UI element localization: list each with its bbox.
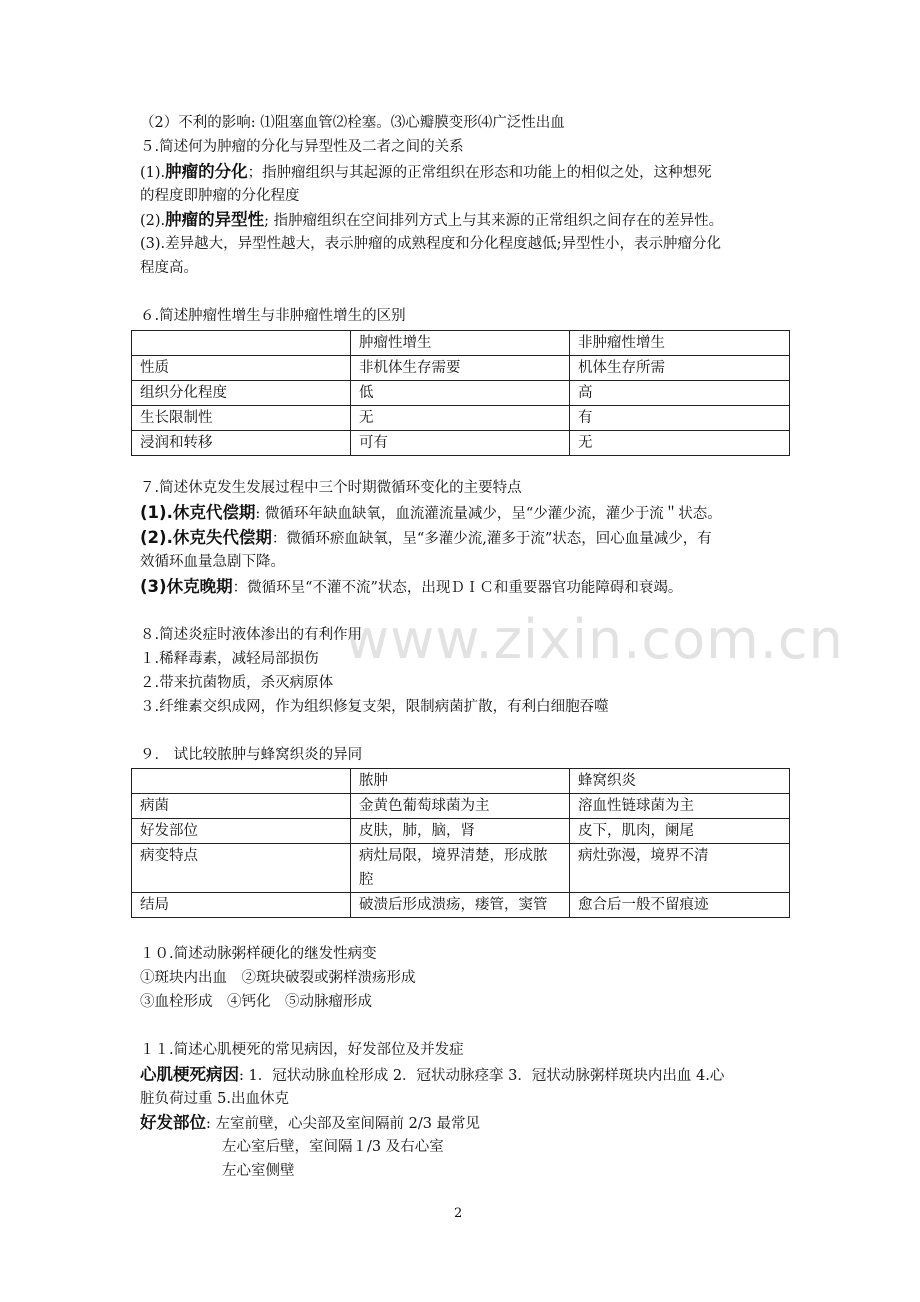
q7-a1-text: : 微循环年缺血缺氧，血流灌流量减少，呈“少灌少流，灌少于流＂状态。 xyxy=(255,506,722,522)
table-cell: 好发部位 xyxy=(132,819,351,844)
q5-a1-term: 肿瘤的分化 xyxy=(165,162,248,181)
table-header-cell xyxy=(132,331,351,356)
q5-a2-term: 肿瘤的异型性 xyxy=(165,210,265,229)
table-header-row xyxy=(132,331,790,356)
q7-a2-text: ：微循环瘀血缺氧，呈“多灌少流,灌多于流”状态，回心血量减少，有 xyxy=(271,531,712,547)
q11-cause-cont: 脏负荷过重 5.出血休克 xyxy=(140,1091,289,1107)
table-cell: 病菌 xyxy=(132,794,351,819)
q11-cause-text: : 1．冠状动脉血栓形成 2．冠状动脉痉挛 3．冠状动脉粥样斑块内出血 4.心 xyxy=(239,1068,725,1084)
table-row xyxy=(132,406,790,431)
q8-answer-2: ２.带来抗菌物质，杀灭病原体 xyxy=(140,675,334,691)
table-cell: 溶血性链球菌为主 xyxy=(570,794,790,819)
table-cell: 金黄色葡萄球菌为主 xyxy=(351,794,570,819)
table-cell: 愈合后一般不留痕迹 xyxy=(570,893,790,918)
watermark: www.zixin.com.cn xyxy=(345,608,844,671)
table-cell: 皮下，肌肉，阑尾 xyxy=(570,819,790,844)
table-cell: 高 xyxy=(570,381,790,406)
q7-answer-2 xyxy=(140,528,712,549)
q7-title: ７.简述休克发生发展过程中三个时期微循环变化的主要特点 xyxy=(140,480,522,496)
q7-answer-2-cont: 效循环血量急剧下降。 xyxy=(140,554,285,570)
table-cell: 组织分化程度 xyxy=(132,381,351,406)
table-row xyxy=(132,844,790,893)
q11-site-2: 左心室后壁，室间隔１/3 及右心室 xyxy=(222,1139,444,1155)
q7-a3-term: (3)休克晚期 xyxy=(140,577,233,596)
table-cell: 破溃后形成溃疡，瘘管，窦管 xyxy=(351,893,570,918)
q11-site-term: 好发部位 xyxy=(140,1113,206,1132)
q7-a1-term: (1).休克代偿期 xyxy=(140,503,256,522)
table-row xyxy=(132,819,790,844)
q10-title: １０.简述动脉粥样硬化的继发性病变 xyxy=(140,946,377,962)
table-cell: 病灶局限，境界清楚，形成脓腔 xyxy=(351,844,570,893)
q6-title: ６.简述肿瘤性增生与非肿瘤性增生的区别 xyxy=(140,308,406,324)
table-cell: 病变特点 xyxy=(132,844,351,893)
table-cell: 浸润和转移 xyxy=(132,431,351,456)
table-cell: 有 xyxy=(570,406,790,431)
table-header-cell: 非肿瘤性增生 xyxy=(570,331,790,356)
q8-title: ８.简述炎症时液体渗出的有利作用 xyxy=(140,627,363,643)
table-cell: 无 xyxy=(570,431,790,456)
q5-answer-1-cont: 的程度即肿瘤的分化程度 xyxy=(140,188,300,204)
table-cell: 可有 xyxy=(351,431,570,456)
table-row xyxy=(132,893,790,918)
q10-answer-1: ①斑块内出血 ②斑块破裂或粥样溃疡形成 xyxy=(140,970,416,986)
table-abscess-cellulitis xyxy=(131,768,790,918)
table-row xyxy=(132,381,790,406)
q11-title: １１.简述心肌梗死的常见病因，好发部位及并发症 xyxy=(140,1042,464,1058)
q11-cause xyxy=(140,1065,724,1086)
q10-answer-2: ③血栓形成 ④钙化 ⑤动脉瘤形成 xyxy=(140,994,372,1010)
table-cell: 结局 xyxy=(132,893,351,918)
q9-title: ９． 试比较脓肿与蜂窝织炎的异同 xyxy=(140,747,363,763)
table-row xyxy=(132,356,790,381)
q8-answer-1: １.稀释毒素，减轻局部损伤 xyxy=(140,651,319,667)
page-number: 2 xyxy=(454,1206,463,1221)
q5-a2-label: (2). xyxy=(140,213,166,229)
table-cell: 性质 xyxy=(132,356,351,381)
table-header-cell: 肿瘤性增生 xyxy=(351,331,570,356)
adverse-effects-line: （2）不利的影响: ⑴阻塞血管⑵栓塞。⑶心瓣膜变形⑷广泛性出血 xyxy=(140,115,565,131)
table-header-cell: 蜂窝织炎 xyxy=(570,769,790,794)
table-cell: 非机体生存需要 xyxy=(351,356,570,381)
table-tumor-hyperplasia xyxy=(131,330,790,456)
q7-a2-term: (2).休克失代偿期 xyxy=(140,528,272,547)
q5-a2-text: ; 指肿瘤组织在空间排列方式上与其来源的正常组织之间存在的差异性。 xyxy=(264,213,724,229)
q5-a1-text: ；指肿瘤组织与其起源的正常组织在形态和功能上的相似之处，这种想死 xyxy=(247,165,712,181)
q7-answer-3 xyxy=(140,577,682,598)
table-cell: 机体生存所需 xyxy=(570,356,790,381)
table-cell: 皮肤，肺，脑，肾 xyxy=(351,819,570,844)
table-header-cell xyxy=(132,769,351,794)
table-header-cell: 脓肿 xyxy=(351,769,570,794)
q8-answer-3: ３.纤维素交织成网，作为组织修复支架，限制病菌扩散，有利白细胞吞噬 xyxy=(140,699,609,715)
q11-site-3: 左心室侧壁 xyxy=(222,1163,295,1179)
q11-site-text: : 左室前壁，心尖部及室间隔前 2/3 最常见 xyxy=(206,1116,481,1132)
table-header-row xyxy=(132,769,790,794)
table-cell: 无 xyxy=(351,406,570,431)
table-cell: 生长限制性 xyxy=(132,406,351,431)
q5-answer-2 xyxy=(140,210,723,231)
q11-cause-term: 心肌梗死病因 xyxy=(140,1065,239,1084)
table-cell: 低 xyxy=(351,381,570,406)
q5-answer-3-cont: 程度高。 xyxy=(140,260,198,276)
q7-answer-1 xyxy=(140,503,722,524)
q5-title: ５.简述何为肿瘤的分化与异型性及二者之间的关系 xyxy=(140,139,464,155)
table-cell: 病灶弥漫，境界不清 xyxy=(570,844,790,893)
q5-answer-3: (3).差异越大，异型性越大，表示肿瘤的成熟程度和分化程度越低;异型性小，表示肿瘤分化 xyxy=(140,236,722,252)
q5-answer-1 xyxy=(140,162,712,183)
table-row xyxy=(132,794,790,819)
q7-a3-text: ：微循环呈“不灌不流”状态，出现ＤＩＣ和重要器官功能障碍和衰竭。 xyxy=(232,580,683,596)
table-row xyxy=(132,431,790,456)
q5-a1-label: (1). xyxy=(140,165,166,181)
q11-site xyxy=(140,1113,480,1134)
